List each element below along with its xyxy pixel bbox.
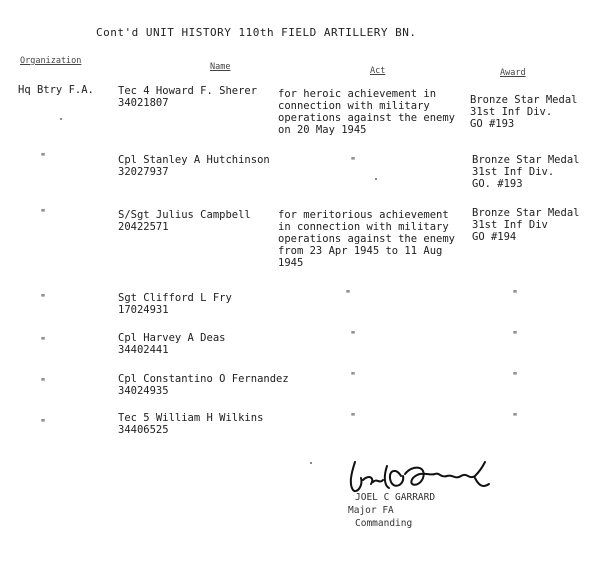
row-name: Tec 4 Howard F. Sherer 34021807 bbox=[118, 85, 258, 109]
row-act-ditto: " bbox=[350, 156, 357, 167]
row-name: Cpl Harvey A Deas 34402441 bbox=[118, 332, 226, 356]
row-act: for heroic achievement in connection with military operations against the enemy on 20 May 1945 bbox=[278, 88, 456, 136]
row-act-ditto: " bbox=[350, 412, 357, 423]
row-award-ditto: " bbox=[512, 289, 519, 300]
signatory-name: JOEL C GARRARD bbox=[355, 492, 436, 503]
row-org-ditto: " bbox=[40, 152, 47, 163]
ink-speck bbox=[375, 178, 377, 180]
ink-speck bbox=[60, 118, 62, 120]
row-award-ditto: " bbox=[512, 371, 519, 382]
row-org-ditto: " bbox=[40, 293, 47, 304]
row-award: Bronze Star Medal 31st Inf Div. GO. #193 bbox=[472, 154, 580, 190]
signatory-title: Commanding bbox=[355, 518, 413, 529]
row-org-ditto: " bbox=[40, 418, 47, 429]
row-org: Hq Btry F.A. bbox=[18, 84, 94, 96]
row-act-ditto: " bbox=[350, 330, 357, 341]
row-name: S/Sgt Julius Campbell 20422571 bbox=[118, 209, 251, 233]
row-name: Cpl Constantino O Fernandez 34024935 bbox=[118, 373, 289, 397]
row-org-ditto: " bbox=[40, 336, 47, 347]
header-award: Award bbox=[500, 68, 526, 78]
row-award: Bronze Star Medal 31st Inf Div GO #194 bbox=[472, 207, 580, 243]
row-name: Tec 5 William H Wilkins 34406525 bbox=[118, 412, 264, 436]
row-act: for meritorious achievement in connection with military operations against the enemy from 23 Apr 1945 to 11 Aug 1945 bbox=[278, 209, 456, 269]
row-act-ditto: " bbox=[350, 371, 357, 382]
header-act: Act bbox=[370, 66, 386, 76]
ink-speck bbox=[310, 462, 312, 464]
row-award: Bronze Star Medal 31st Inf Div. GO #193 bbox=[470, 94, 578, 130]
row-act-ditto: " bbox=[345, 289, 352, 300]
row-org-ditto: " bbox=[40, 208, 47, 219]
page-title: Cont'd UNIT HISTORY 110th FIELD ARTILLERY BN. bbox=[96, 26, 417, 39]
row-award-ditto: " bbox=[512, 330, 519, 341]
row-award-ditto: " bbox=[512, 412, 519, 423]
row-name: Sgt Clifford L Fry 17024931 bbox=[118, 292, 232, 316]
header-name: Name bbox=[210, 62, 231, 72]
header-organization: Organization bbox=[20, 56, 82, 66]
row-org-ditto: " bbox=[40, 377, 47, 388]
row-name: Cpl Stanley A Hutchinson 32027937 bbox=[118, 154, 270, 178]
signatory-rank: Major FA bbox=[348, 505, 394, 516]
